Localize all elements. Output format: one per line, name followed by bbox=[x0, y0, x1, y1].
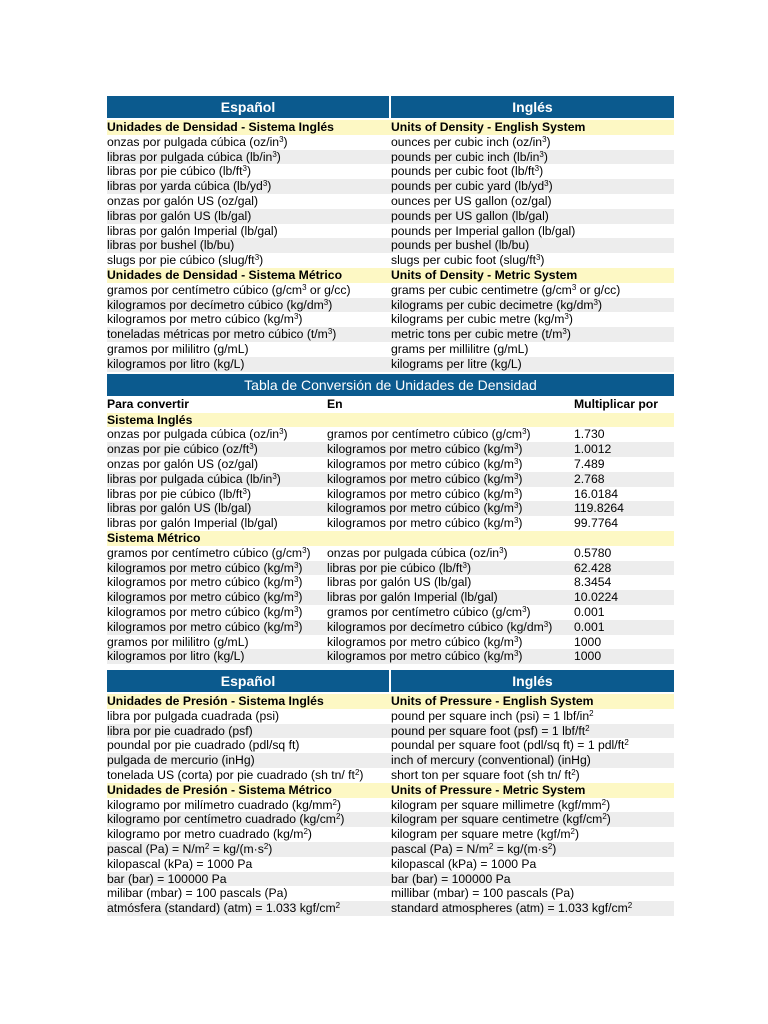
density-conversion-table bbox=[107, 374, 674, 665]
english-cell: metric tons per cubic metre $(t/m^3)$ bbox=[391, 327, 571, 342]
table-row bbox=[107, 283, 674, 298]
spanish-cell: Unidades de Presión - Sistema Métrico bbox=[107, 782, 332, 797]
spanish-cell: Unidades de Densidad - Sistema Métrico bbox=[107, 267, 343, 282]
table-row bbox=[107, 516, 674, 531]
english-cell: ounces per cubic inch $(oz/in^3)$ bbox=[391, 134, 551, 149]
spanish-cell: pulgada de mercurio (inHg) bbox=[107, 753, 255, 768]
header-english: Inglés bbox=[391, 96, 674, 118]
spanish-cell: libras por pie cúbico $(lb/ft^3)$ bbox=[107, 164, 251, 179]
english-cell: kilopascal (kPa) = 1000 Pa bbox=[391, 856, 537, 871]
spanish-cell: toneladas métricas por metro cúbico $(t/m^3)$ bbox=[107, 327, 337, 342]
multiplier-cell: 1.730 bbox=[574, 427, 605, 442]
column-header-multiply: Multiplicar por bbox=[574, 396, 658, 411]
english-cell: poundal per square foot (pdl/sq ft) = 1 pdl/$ft^2$ bbox=[391, 738, 629, 753]
multiplier-cell bbox=[574, 413, 674, 428]
english-cell: grams per millilitre (g/mL) bbox=[391, 341, 529, 356]
table-row bbox=[107, 427, 674, 442]
table-row bbox=[107, 472, 674, 487]
spanish-cell: onzas por pulgada cúbica $(oz/in^3)$ bbox=[107, 134, 288, 149]
multiplier-cell: 0.001 bbox=[574, 604, 605, 619]
spanish-cell: onzas por galón US (oz/gal) bbox=[107, 193, 259, 208]
spanish-cell: kilogramo por centímetro cuadrado $(kg/cm^2)$ bbox=[107, 812, 345, 827]
table-row bbox=[107, 753, 674, 768]
multiplier-cell: 99.7764 bbox=[574, 516, 619, 531]
convert-to-cell: kilogramos por metro cúbico $(kg/m^3)$ bbox=[327, 649, 523, 664]
convert-to-cell: kilogramos por metro cúbico $(kg/m^3)$ bbox=[327, 516, 523, 531]
convert-from-cell: onzas por pie cúbico $(oz/ft^3)$ bbox=[107, 442, 258, 457]
section-header-row bbox=[107, 531, 674, 546]
english-cell: kilograms per cubic metre $(kg/m^3)$ bbox=[391, 312, 573, 327]
table-row bbox=[107, 194, 674, 209]
english-cell: pascal $(Pa) = N/m^2 = kg/(m\cdot s^2)$ bbox=[391, 842, 557, 857]
english-cell: bar (bar) = 100000 Pa bbox=[391, 871, 511, 886]
table-row bbox=[107, 842, 674, 857]
spanish-cell: kilogramo por metro cuadrado $(kg/m^2)$ bbox=[107, 827, 312, 842]
table-row bbox=[107, 827, 674, 842]
table-row bbox=[107, 357, 674, 372]
convert-from-cell: libras por galón Imperial (lb/gal) bbox=[107, 516, 278, 531]
english-cell: slugs per cubic foot $(slug/ft^3)$ bbox=[391, 253, 545, 268]
table-row bbox=[107, 253, 674, 268]
pressure-units-header bbox=[107, 670, 674, 692]
section-header-row bbox=[107, 694, 674, 709]
table-row bbox=[107, 724, 674, 739]
multiplier-cell: 16.0184 bbox=[574, 486, 619, 501]
convert-to-cell: kilogramos por metro cúbico $(kg/m^3)$ bbox=[327, 634, 523, 649]
spanish-cell: Unidades de Presión - Sistema Inglés bbox=[107, 694, 324, 709]
spanish-cell: libra por pie cuadrado (psf) bbox=[107, 723, 253, 738]
spanish-cell: gramos por mililitro (g/mL) bbox=[107, 341, 249, 356]
multiplier-cell: 1000 bbox=[574, 634, 602, 649]
spanish-cell: libras por pulgada cúbica $(lb/in^3)$ bbox=[107, 149, 281, 164]
convert-from-cell: gramos por centímetro cúbico $(g/cm^3)$ bbox=[107, 545, 311, 560]
header-spanish: Español bbox=[107, 96, 389, 118]
english-cell: pounds per cubic yard $(lb/yd^3)$ bbox=[391, 179, 553, 194]
table-row bbox=[107, 342, 674, 357]
table-row bbox=[107, 605, 674, 620]
table-row bbox=[107, 812, 674, 827]
english-cell: Units of Density - English System bbox=[391, 120, 586, 134]
section-header-row bbox=[107, 413, 674, 428]
spanish-cell: gramos por centímetro cúbico ($g/cm^3$ or g/cc) bbox=[107, 282, 351, 297]
convert-to-cell: kilogramos por metro cúbico $(kg/m^3)$ bbox=[327, 456, 523, 471]
convert-to-cell: kilogramos por decímetro cúbico $(kg/dm^3)$ bbox=[327, 619, 553, 634]
convert-to-cell: kilogramos por metro cúbico $(kg/m^3)$ bbox=[327, 442, 523, 457]
english-cell: pounds per cubic inch $(lb/in^3)$ bbox=[391, 149, 548, 164]
table-row bbox=[107, 561, 674, 576]
english-cell: pounds per cubic foot $(lb/ft^3)$ bbox=[391, 164, 544, 179]
table-row bbox=[107, 501, 674, 516]
spanish-cell: tonelada US (corta) por pie cuadrado (sh tn/ $ft^2$) bbox=[107, 768, 364, 783]
spanish-cell: libra por pulgada cuadrada (psi) bbox=[107, 708, 280, 723]
conversion-table-body bbox=[107, 413, 674, 665]
convert-from-cell: kilogramos por metro cúbico $(kg/m^3)$ bbox=[107, 619, 303, 634]
table-row bbox=[107, 620, 674, 635]
table-row bbox=[107, 135, 674, 150]
multiplier-cell: 2.768 bbox=[574, 471, 605, 486]
table-row bbox=[107, 635, 674, 650]
english-cell: grams per cubic centimetre ($g/cm^3$ or g/cc) bbox=[391, 282, 621, 297]
density-units-body bbox=[107, 120, 674, 372]
convert-from-cell: gramos por mililitro (g/mL) bbox=[107, 634, 249, 649]
table-row bbox=[107, 709, 674, 724]
english-cell: Units of Pressure - Metric System bbox=[391, 782, 586, 797]
table-row bbox=[107, 575, 674, 590]
section-header-row bbox=[107, 268, 674, 283]
table-row bbox=[107, 298, 674, 313]
convert-to-cell: libras por galón US (lb/gal) bbox=[327, 575, 472, 590]
convert-from-cell: Sistema Métrico bbox=[107, 530, 201, 545]
conversion-column-headers bbox=[107, 396, 674, 413]
section-header-row bbox=[107, 120, 674, 135]
english-cell: pounds per US gallon (lb/gal) bbox=[391, 208, 549, 223]
table-row bbox=[107, 738, 674, 753]
table-row bbox=[107, 150, 674, 165]
table-row bbox=[107, 798, 674, 813]
convert-from-cell: libras por pulgada cúbica $(lb/in^3)$ bbox=[107, 471, 281, 486]
convert-to-cell: kilogramos por metro cúbico $(kg/m^3)$ bbox=[327, 486, 523, 501]
column-header-convert: Para convertir bbox=[107, 396, 189, 411]
table-row bbox=[107, 649, 674, 664]
table-row bbox=[107, 487, 674, 502]
header-spanish: Español bbox=[107, 670, 389, 692]
multiplier-cell: 0.001 bbox=[574, 619, 605, 634]
table-row bbox=[107, 546, 674, 561]
english-cell: inch of mercury (conventional) (inHg) bbox=[391, 753, 591, 768]
table-row bbox=[107, 872, 674, 887]
table-row bbox=[107, 224, 674, 239]
english-cell: Units of Pressure - English System bbox=[391, 694, 594, 709]
spanish-cell: kilogramos por litro (kg/L) bbox=[107, 356, 245, 371]
spanish-cell: libras por galón US (lb/gal) bbox=[107, 208, 252, 223]
english-cell: pounds per bushel (lb/bu) bbox=[391, 238, 530, 253]
table-row bbox=[107, 312, 674, 327]
convert-to-cell bbox=[327, 413, 574, 428]
spanish-cell: kilogramos por decímetro cúbico $(kg/dm^3)$ bbox=[107, 297, 333, 312]
column-header-to: En bbox=[327, 396, 343, 411]
section-header-row bbox=[107, 783, 674, 798]
convert-from-cell: Sistema Inglés bbox=[107, 412, 193, 427]
spanish-cell: milibar (mbar) = 100 pascals (Pa) bbox=[107, 886, 288, 901]
table-row bbox=[107, 457, 674, 472]
document bbox=[107, 96, 674, 916]
pressure-units-body bbox=[107, 694, 674, 916]
convert-from-cell: kilogramos por metro cúbico $(kg/m^3)$ bbox=[107, 604, 303, 619]
english-cell: kilograms per litre (kg/L) bbox=[391, 356, 522, 371]
multiplier-cell: 0.5780 bbox=[574, 545, 612, 560]
table-row bbox=[107, 179, 674, 194]
density-units-table bbox=[107, 96, 674, 372]
convert-from-cell: kilogramos por litro (kg/L) bbox=[107, 649, 245, 664]
table-row bbox=[107, 238, 674, 253]
english-cell: millibar (mbar) = 100 pascals (Pa) bbox=[391, 886, 575, 901]
spanish-cell: slugs por pie cúbico $(slug/ft^3)$ bbox=[107, 253, 264, 268]
english-cell: Units of Density - Metric System bbox=[391, 267, 578, 282]
table-row bbox=[107, 886, 674, 901]
convert-to-cell: libras por galón Imperial (lb/gal) bbox=[327, 590, 498, 605]
english-cell: kilogram per square centimetre $(kgf/cm^2)$ bbox=[391, 812, 611, 827]
multiplier-cell: 10.0224 bbox=[574, 590, 619, 605]
spanish-cell: Unidades de Densidad - Sistema Inglés bbox=[107, 120, 334, 134]
spanish-cell: bar (bar) = 100000 Pa bbox=[107, 871, 227, 886]
multiplier-cell: 8.3454 bbox=[574, 575, 612, 590]
multiplier-cell: 1.0012 bbox=[574, 442, 612, 457]
english-cell: kilogram per square metre $(kgf/m^2)$ bbox=[391, 827, 580, 842]
english-cell: kilogram per square millimetre $(kgf/mm^2)$ bbox=[391, 797, 611, 812]
english-cell: pounds per Imperial gallon (lb/gal) bbox=[391, 223, 576, 238]
table-row bbox=[107, 901, 674, 916]
convert-to-cell: kilogramos por metro cúbico $(kg/m^3)$ bbox=[327, 501, 523, 516]
convert-from-cell: onzas por galón US (oz/gal) bbox=[107, 456, 259, 471]
table-row bbox=[107, 209, 674, 224]
spanish-cell: libras por yarda cúbica $(lb/yd^3)$ bbox=[107, 179, 272, 194]
multiplier-cell: 119.8264 bbox=[574, 501, 624, 516]
conversion-table-title: Tabla de Conversión de Unidades de Densidad bbox=[107, 374, 674, 396]
density-units-header bbox=[107, 96, 674, 118]
table-row bbox=[107, 327, 674, 342]
convert-to-cell: gramos por centímetro cúbico $(g/cm^3)$ bbox=[327, 427, 531, 442]
convert-to-cell: onzas por pulgada cúbica $(oz/in^3)$ bbox=[327, 545, 508, 560]
convert-from-cell: libras por galón US (lb/gal) bbox=[107, 501, 252, 516]
header-english: Inglés bbox=[391, 670, 674, 692]
convert-from-cell: kilogramos por metro cúbico $(kg/m^3)$ bbox=[107, 575, 303, 590]
multiplier-cell: 7.489 bbox=[574, 456, 605, 471]
convert-to-cell bbox=[327, 531, 574, 546]
table-row bbox=[107, 442, 674, 457]
spanish-cell: libras por galón Imperial (lb/gal) bbox=[107, 223, 278, 238]
convert-from-cell: libras por pie cúbico $(lb/ft^3)$ bbox=[107, 486, 251, 501]
convert-from-cell: kilogramos por metro cúbico $(kg/m^3)$ bbox=[107, 590, 303, 605]
spanish-cell: kilogramo por milímetro cuadrado $(kg/mm^2)$ bbox=[107, 797, 342, 812]
convert-from-cell: kilogramos por metro cúbico $(kg/m^3)$ bbox=[107, 560, 303, 575]
table-row bbox=[107, 590, 674, 605]
convert-from-cell: onzas por pulgada cúbica $(oz/in^3)$ bbox=[107, 427, 288, 442]
table-row bbox=[107, 857, 674, 872]
english-cell: pound per square inch (psi) = 1 lbf/$in^2$ bbox=[391, 708, 594, 723]
convert-to-cell: libras por pie cúbico $(lb/ft^3)$ bbox=[327, 560, 471, 575]
spanish-cell: libras por bushel (lb/bu) bbox=[107, 238, 235, 253]
spanish-cell: pascal $(Pa) = N/m^2 = kg/(m\cdot s^2)$ bbox=[107, 842, 273, 857]
convert-to-cell: kilogramos por metro cúbico $(kg/m^3)$ bbox=[327, 471, 523, 486]
spanish-cell: kilopascal (kPa) = 1000 Pa bbox=[107, 856, 253, 871]
table-row bbox=[107, 768, 674, 783]
english-cell: standard atmospheres (atm) = 1.033 kgf/$cm^2$ bbox=[391, 901, 633, 916]
english-cell: short ton per square foot (sh tn/ $ft^2$) bbox=[391, 768, 580, 783]
spanish-cell: kilogramos por metro cúbico $(kg/m^3)$ bbox=[107, 312, 303, 327]
english-cell: pound per square foot (psf) = 1 lbf/$ft^2$ bbox=[391, 723, 590, 738]
multiplier-cell: 62.428 bbox=[574, 560, 612, 575]
table-row bbox=[107, 164, 674, 179]
convert-to-cell: gramos por centímetro cúbico $(g/cm^3)$ bbox=[327, 604, 531, 619]
english-cell: ounces per US gallon (oz/gal) bbox=[391, 193, 552, 208]
spanish-cell: poundal por pie cuadrado (pdl/sq ft) bbox=[107, 738, 300, 753]
multiplier-cell: 1000 bbox=[574, 649, 602, 664]
multiplier-cell bbox=[574, 531, 674, 546]
pressure-units-table bbox=[107, 670, 674, 916]
english-cell: kilograms per cubic decimetre $(kg/dm^3)$ bbox=[391, 297, 603, 312]
spanish-cell: atmósfera (standard) (atm) = 1.033 kgf/$cm^2$ bbox=[107, 901, 341, 916]
